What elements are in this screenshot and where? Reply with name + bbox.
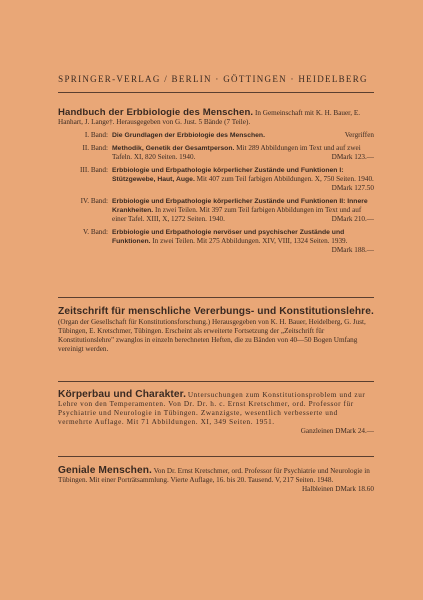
volume-item (58, 228, 374, 255)
volume-item (58, 197, 374, 224)
handbuch-intro: In Gemeinschaft mit K. H. Bauer, E. Hanhart, J. Lange†. Herausgegeben von G. Just. 5 Bände (7 Teile). (58, 109, 361, 126)
handbuch-title: Handbuch der Erbbiologie des Menschen. (58, 107, 254, 118)
volume-title: Methodik, Genetik der Gesamtperson. (112, 145, 235, 152)
volume-details: Mit 407 zum Teil farbigen Abbildungen. X, 750 Seiten. 1940. (196, 175, 374, 183)
volume-title: Erbbiologie und Erbpathologie körperlicher Zustände und Funktionen I: Stützgewebe, Haut, Auge. (112, 167, 344, 183)
zeitschrift-body: (Organ der Gesellschaft für Konstitutionsforschung.) Herausgegeben von K. H. Bauer, Heidelberg, G. Just, Tübingen, E. Kretschmer, Tübingen. Erscheint als erweiterte Fortsetzung der „Zeitschrift für Konstitutionslehre" zwanglos in einzeln berechneten Heften, die zu Bänden von 40—50 Bogen Umfang vereinigt werden. (58, 318, 366, 353)
geniale-body: Von Dr. Ernst Kretschmer, ord. Professor für Psychiatrie und Neurologie in Tübingen. Mit einer Porträtsammlung. Vierte Auflage, 16. bis 20. Tausend. V, 217 Seiten. 1948. (58, 467, 370, 484)
volume-details: Mit 289 Abbildungen im Text und auf zwei Tafeln. XI, 820 Seiten. 1940. (112, 144, 361, 161)
divider (58, 381, 374, 382)
volume-price: DMark 127.50 (331, 184, 374, 192)
volume-item (58, 166, 374, 193)
volume-number: I. Band: (84, 131, 108, 139)
volume-price: DMark 123.— (331, 153, 374, 161)
koerperbau-body: Untersuchungen zum Konstitutionsproblem und zur Lehre von den Temperamenten. Von Dr. Dr. h. c. Ernst Kretschmer, ord. Professor für Psychiatrie und Neurologie in Tübingen. Zwanzigste, wesentlich verbesserte und vermehrte Auflage. Mit 71 Abbildungen. XI, 349 Seiten. 1951. (58, 391, 366, 426)
volume-number: II. Band: (82, 144, 108, 152)
volume-price: Vergriffen (344, 131, 374, 139)
volume-number: IV. Band: (80, 197, 108, 205)
volume-item (58, 144, 374, 162)
geniale-title: Geniale Menschen. (58, 465, 152, 476)
volume-details: In zwei Teilen. Mit 397 zum Teil farbigen Abbildungen im Text und auf einer Tafel. XIII, X, 1272 Seiten. 1940. (112, 206, 362, 223)
koerperbau-entry (58, 390, 374, 436)
volume-price: DMark 210.— (331, 215, 374, 223)
zeitschrift-title: Zeitschrift für menschliche Vererbungs- und Konstitutionslehre. (58, 306, 374, 317)
koerperbau-title: Körperbau und Charakter. (58, 389, 187, 400)
volume-title: Erbbiologie und Erbpathologie körperlicher Zustände und Funktionen II: Innere Krankheiten. (112, 198, 368, 214)
publisher-header: SPRINGER-VERLAG / BERLIN · GÖTTINGEN · HEIDELBERG (58, 74, 368, 84)
divider (58, 297, 374, 298)
divider (58, 92, 374, 93)
volume-item (58, 131, 374, 140)
volume-number: III. Band: (80, 166, 108, 174)
volume-price: DMark 188.— (331, 246, 374, 254)
handbuch-entry (58, 108, 374, 255)
volume-details: In zwei Teilen. Mit 275 Abbildungen. XIV, VIII, 1324 Seiten. 1939. (152, 237, 348, 245)
volume-title: Die Grundlagen der Erbbiologie des Menschen. (112, 132, 265, 139)
koerperbau-price: Ganzleinen DMark 24.— (300, 427, 374, 435)
geniale-price: Halbleinen DMark 18.60 (301, 485, 374, 493)
volume-number: V. Band: (82, 228, 108, 236)
divider (58, 456, 374, 457)
volume-list (58, 131, 374, 255)
zeitschrift-entry (58, 306, 374, 354)
geniale-entry (58, 466, 374, 494)
volume-title: Erbbiologie und Erbpathologie nervöser und psychischer Zustände und Funktionen. (112, 229, 345, 245)
